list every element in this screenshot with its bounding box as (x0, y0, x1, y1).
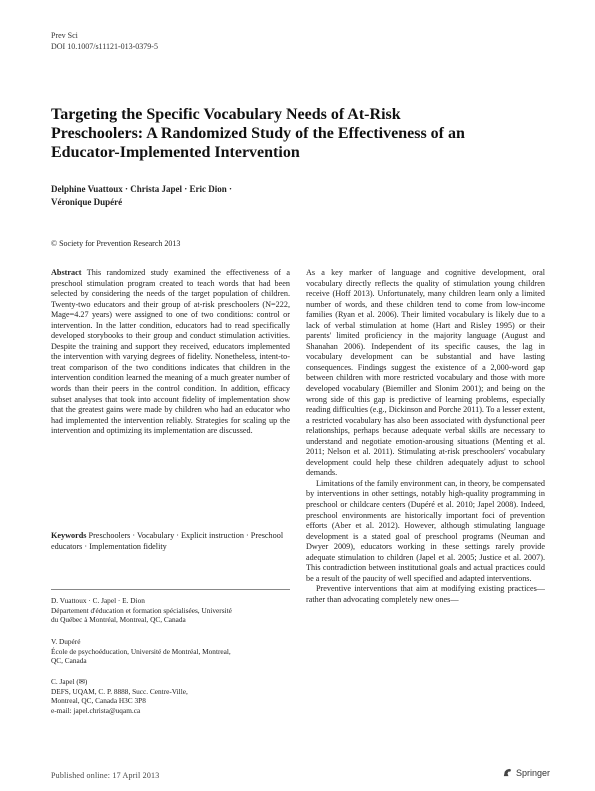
affiliation-line: Montreal, QC, Canada H3C 3P8 (51, 696, 146, 706)
affiliation-3 (51, 677, 290, 715)
affiliation-line: C. Japel (✉) (51, 677, 88, 686)
abstract (51, 268, 290, 437)
copyright-notice: © Society for Prevention Research 2013 (51, 239, 181, 248)
paper-title: Targeting the Specific Vocabulary Needs of At-Risk Preschoolers: A Randomized Study of the Effectiveness of an Educator-Implemented Intervention (51, 106, 465, 161)
body-paragraph-3: Preventive interventions that aim at modifying existing practices—rather than advocating completely new ones— (306, 584, 545, 604)
affiliation-line: QC, Canada (51, 656, 87, 666)
keywords-label: Keywords (51, 531, 87, 540)
affiliation-line: V. Dupéré (51, 637, 81, 646)
body-paragraph-2: Limitations of the family environment can, in theory, be compensated by interventions in other settings, notably high-quality programming in preschool or childcare centers (Dupéré et al. 2010; Japel 2008). Indeed, preschool environments are historically important foci of prevention efforts (Aber et al. 2012). However, although stimulating language development is a stated goal of preschool programs (Neuman and Dwyer 2009), educators working in these settings rarely provide adequate stimulation to children (Japel et al. 2005; Justice et al. 2007). This contradiction between institutional goals and actual practices could be a result of the paucity of well specified and adapted interventions. (306, 478, 545, 583)
abstract-label: Abstract (51, 268, 82, 277)
affiliation-line: D. Vuattoux · C. Japel · E. Dion (51, 596, 145, 605)
published-date: Published online: 17 April 2013 (51, 771, 160, 780)
doi[interactable]: DOI 10.1007/s11121-013-0379-5 (51, 42, 158, 51)
affiliation-line: Département d'éducation et formation spécialisées, Université (51, 605, 232, 615)
author-list (51, 183, 311, 209)
footnote-divider (51, 589, 290, 590)
affiliation-line: École de psychoéducation, Université de Montréal, Montreal, (51, 646, 231, 656)
body-text (306, 268, 545, 606)
affiliation-2 (51, 637, 290, 666)
abstract-text: This randomized study examined the effectiveness of a preschool stimulation program created to teach words that had been selected by considering the needs of the target population of children. Twenty-two educators and their group of at-risk preschoolers (N=222, Mage=4.27 years) were assigned to one of two conditions: control or intervention. In the latter condition, educators had to read specifically developed storybooks to their group and conduct stimulation activities. Despite the training and support they received, educators implemented the intervention with varying degrees of fidelity. Nonetheless, intent-to-treat comparison of the two conditions indicates that children in the intervention condition learned the meaning of a much greater number of words than their peers in the control condition. In addition, efficacy subset analyses that took into account fidelity of implementation show that the greatest gains were made by children who had an educator who had implemented the intervention reliably. Strategies for scaling up the intervention and optimizing its implementation are discussed. (51, 268, 290, 436)
authors-line-1: Delphine Vuattoux · Christa Japel · Eric Dion · (51, 184, 233, 194)
affiliation-line: DEFS, UQAM, C. P. 8888, Succ. Centre-Ville, (51, 686, 188, 696)
keywords (51, 531, 290, 552)
publisher-name: Springer (516, 767, 551, 778)
authors-line-2: Véronique Dupéré (51, 197, 123, 207)
publisher-logo (502, 767, 550, 778)
affiliation-line: du Québec à Montréal, Montreal, QC, Canada (51, 615, 186, 625)
affiliation-1 (51, 596, 290, 625)
springer-horse-icon (502, 767, 513, 778)
body-paragraph-1: As a key marker of language and cognitive development, oral vocabulary directly reflects the quality of stimulation young children receive (Hoff 2013). Unfortunately, many children learn only a limited number of words, and these children tend to come from low-income families (Ryan et al. 2006). Their limited vocabulary is likely due to a lack of verbal stimulation at home (Hart and Risley 1995) or their parents' limited proficiency in the majority language (August and Shanahan 2006). Independent of its specific causes, the lag in vocabulary development can be substantial and have lasting consequences. Findings suggest the existence of a 2,000-word gap between children with more restricted vocabulary and those with more developed vocabulary (Biemiller and Slonim 2001); and being on the wrong side of this gap is predictive of learning problems, especially reading difficulties (e.g., Dickinson and Porche 2011). To a lesser extent, a restricted vocabulary has also been associated with dysfunctional peer relationships, perhaps because adequate verbal skills are necessary to understand and negotiate emotion-arousing situations (Menting et al. 2011; Nelson et al. 2011). Stimulating at-risk preschoolers' vocabulary development could help these children adequately adjust to school demands. (306, 268, 545, 478)
corresponding-email[interactable]: e-mail: japel.christa@uqam.ca (51, 705, 141, 715)
keywords-text: Preschoolers · Vocabulary · Explicit instruction · Preschool educators · Implementation fidelity (51, 531, 284, 551)
journal-name: Prev Sci (51, 31, 78, 40)
